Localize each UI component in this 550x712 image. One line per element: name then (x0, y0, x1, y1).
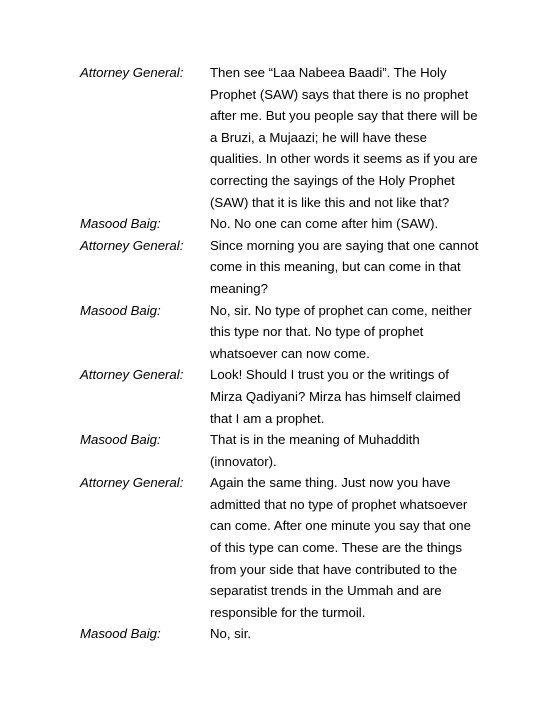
transcript-entry (80, 213, 480, 235)
speech-text (210, 429, 470, 472)
speaker-name: Masood Baig: (80, 216, 161, 232)
transcript-entry (80, 300, 480, 365)
speech-line: No. No one can come after him (SAW). (210, 216, 439, 232)
speech-line: Again the same thing. Just now you have (210, 475, 451, 491)
speaker-name: Attorney General: (80, 237, 184, 253)
transcript-entry (80, 472, 480, 623)
transcript-entry (80, 62, 480, 213)
speech-line: Since morning you are saying that one cannot (210, 237, 479, 253)
speech-line: of this type can come. These are the things (210, 540, 462, 556)
speech-line: after me. But you people say that there will be (210, 108, 478, 124)
speaker-name: Attorney General: (80, 475, 184, 491)
speech-line: qualities. In other words it seems as if you are (210, 151, 478, 167)
transcript-entry (80, 623, 480, 645)
speech-line: that I am a prophet. (210, 410, 325, 426)
speech-line: meaning? (210, 280, 268, 296)
speech-line: correcting the sayings of the Holy Prophet (210, 172, 455, 188)
speech-line: this type nor that. No type of prophet (210, 324, 424, 340)
speech-line: come in this meaning, but can come in that (210, 259, 461, 275)
speech-line: (SAW) that it is like this and not like that? (210, 194, 450, 210)
speaker-name: Masood Baig: (80, 626, 161, 642)
transcript-entry (80, 429, 480, 472)
transcript-entry (80, 364, 480, 429)
speech-text (210, 300, 470, 365)
speech-text (210, 62, 478, 213)
speech-line: No, sir. No type of prophet can come, neither (210, 302, 472, 318)
speech-line: admitted that no type of prophet whatsoever (210, 496, 468, 512)
speaker-name: Attorney General: (80, 65, 184, 80)
speech-text (210, 364, 470, 429)
speech-line: Prophet (SAW) says that there is no prophet (210, 86, 469, 102)
speech-text (210, 235, 479, 300)
transcript-entry (80, 235, 480, 300)
speech-line: Mirza Qadiyani? Mirza has himself claimed (210, 388, 461, 404)
speech-line: No, sir. (210, 626, 252, 642)
speech-line: separatist trends in the Ummah and are (210, 583, 442, 599)
speech-line: (innovator). (210, 453, 277, 469)
speech-text (210, 623, 470, 645)
speech-line: a Bruzi, a Mujaazi; he will have these (210, 129, 427, 145)
speech-line: That is in the meaning of Muhaddith (210, 432, 420, 448)
speech-line: Then see “Laa Nabeea Baadi”. The Holy (210, 65, 447, 80)
speech-line: whatsoever can now come. (210, 345, 370, 361)
speech-line: can come. After one minute you say that one (210, 518, 471, 534)
speech-line: from your side that have contributed to the (210, 561, 458, 577)
speech-text (210, 213, 470, 235)
speaker-name: Masood Baig: (80, 302, 161, 318)
speaker-name: Masood Baig: (80, 432, 161, 448)
transcript (80, 62, 480, 645)
speech-line: responsible for the turmoil. (210, 604, 366, 620)
speaker-name: Attorney General: (80, 367, 184, 383)
speech-line: Look! Should I trust you or the writings of (210, 367, 449, 383)
speech-text (210, 472, 470, 623)
